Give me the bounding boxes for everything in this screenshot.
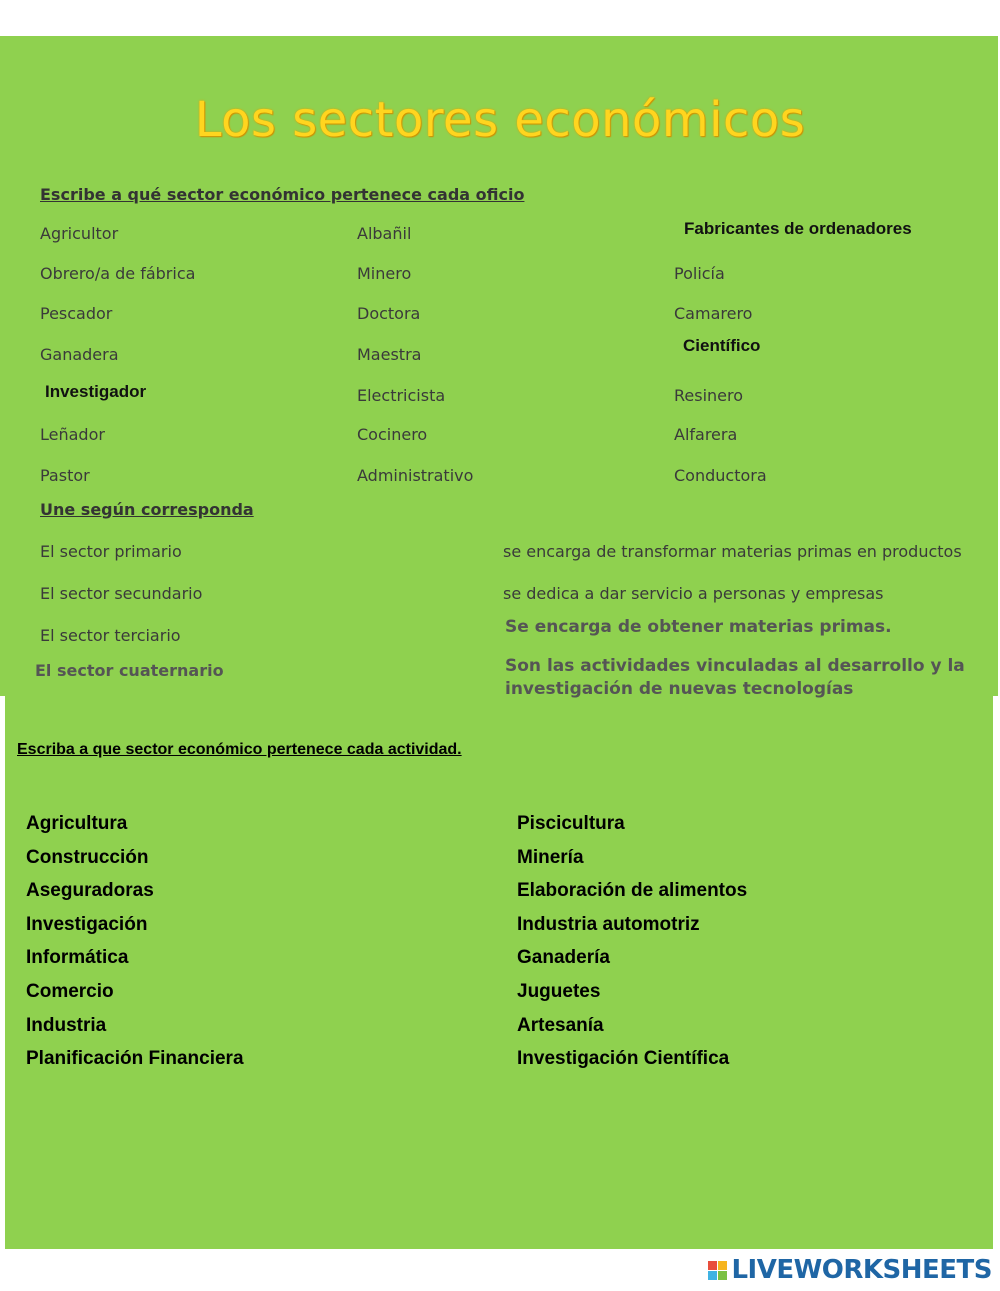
activity-item: Industria automotriz <box>517 913 700 935</box>
sector-definition: se dedica a dar servicio a personas y empresas <box>503 584 884 603</box>
job-item: Maestra <box>357 345 422 364</box>
activity-item: Comercio <box>26 980 114 1002</box>
job-item: Investigador <box>45 382 147 401</box>
sector-label: El sector primario <box>40 542 182 561</box>
sector-label: El sector secundario <box>40 584 203 603</box>
sector-definition: se encarga de transformar materias primas en productos <box>503 542 962 561</box>
job-item: Pastor <box>40 466 90 485</box>
activity-item: Piscicultura <box>517 813 625 834</box>
sector-label: El sector terciario <box>40 626 181 645</box>
job-item: Camarero <box>674 304 753 323</box>
section3-heading: Escriba a que sector económico pertenece cada actividad. <box>17 741 462 758</box>
job-item: Científico <box>683 336 761 355</box>
sector-definition: Son las actividades vinculadas al desarrollo y la investigación de nuevas tecnologías <box>505 656 965 699</box>
activity-item: Agricultura <box>26 813 128 834</box>
job-item: Obrero/a de fábrica <box>40 264 196 283</box>
job-item: Policía <box>674 264 725 283</box>
job-item: Minero <box>357 264 412 283</box>
job-item: Resinero <box>674 386 744 405</box>
logo-block-yellow <box>718 1261 727 1270</box>
job-item: Ganadera <box>40 345 119 364</box>
job-item: Cocinero <box>357 425 428 444</box>
job-item: Albañil <box>357 224 412 243</box>
activity-item: Informática <box>26 947 129 969</box>
job-item: Alfarera <box>674 425 738 444</box>
activity-item: Investigación Científica <box>517 1048 730 1070</box>
activity-item: Minería <box>517 846 584 868</box>
job-item: Conductora <box>674 466 767 485</box>
logo-block-red <box>708 1261 717 1270</box>
activity-item: Industria <box>26 1014 107 1036</box>
activity-item: Elaboración de alimentos <box>517 880 748 902</box>
activity-item: Aseguradoras <box>26 880 154 902</box>
section2-heading: Une según corresponda <box>40 500 254 519</box>
job-item: Electricista <box>357 386 446 405</box>
job-item: Pescador <box>40 304 113 323</box>
job-item: Agricultor <box>40 224 119 243</box>
logo-brand-text: LIVEWORKSHEETS <box>731 1255 992 1285</box>
activity-list-left <box>26 812 244 1081</box>
logo-blocks-icon <box>708 1261 727 1280</box>
section1-heading: Escribe a qué sector económico pertenece cada oficio <box>40 185 525 204</box>
sector-label: El sector cuaternario <box>35 661 224 680</box>
activity-item: Planificación Financiera <box>26 1048 244 1070</box>
activity-item: Investigación <box>26 913 148 935</box>
job-item: Administrativo <box>357 466 474 485</box>
liveworksheets-logo[interactable] <box>708 1255 992 1285</box>
sector-definition: Se encarga de obtener materias primas. <box>505 617 892 637</box>
logo-block-blue <box>708 1271 717 1280</box>
activity-item: Juguetes <box>517 980 601 1002</box>
logo-block-green <box>718 1271 727 1280</box>
activity-item: Construcción <box>26 846 149 868</box>
activity-item: Artesanía <box>517 1014 604 1036</box>
activity-item: Ganadería <box>517 947 610 969</box>
job-item: Leñador <box>40 425 105 444</box>
job-item: Doctora <box>357 304 421 323</box>
activity-list-right <box>517 812 747 1081</box>
job-item: Fabricantes de ordenadores <box>684 219 912 238</box>
worksheet-title: Los sectores económicos <box>194 92 806 148</box>
